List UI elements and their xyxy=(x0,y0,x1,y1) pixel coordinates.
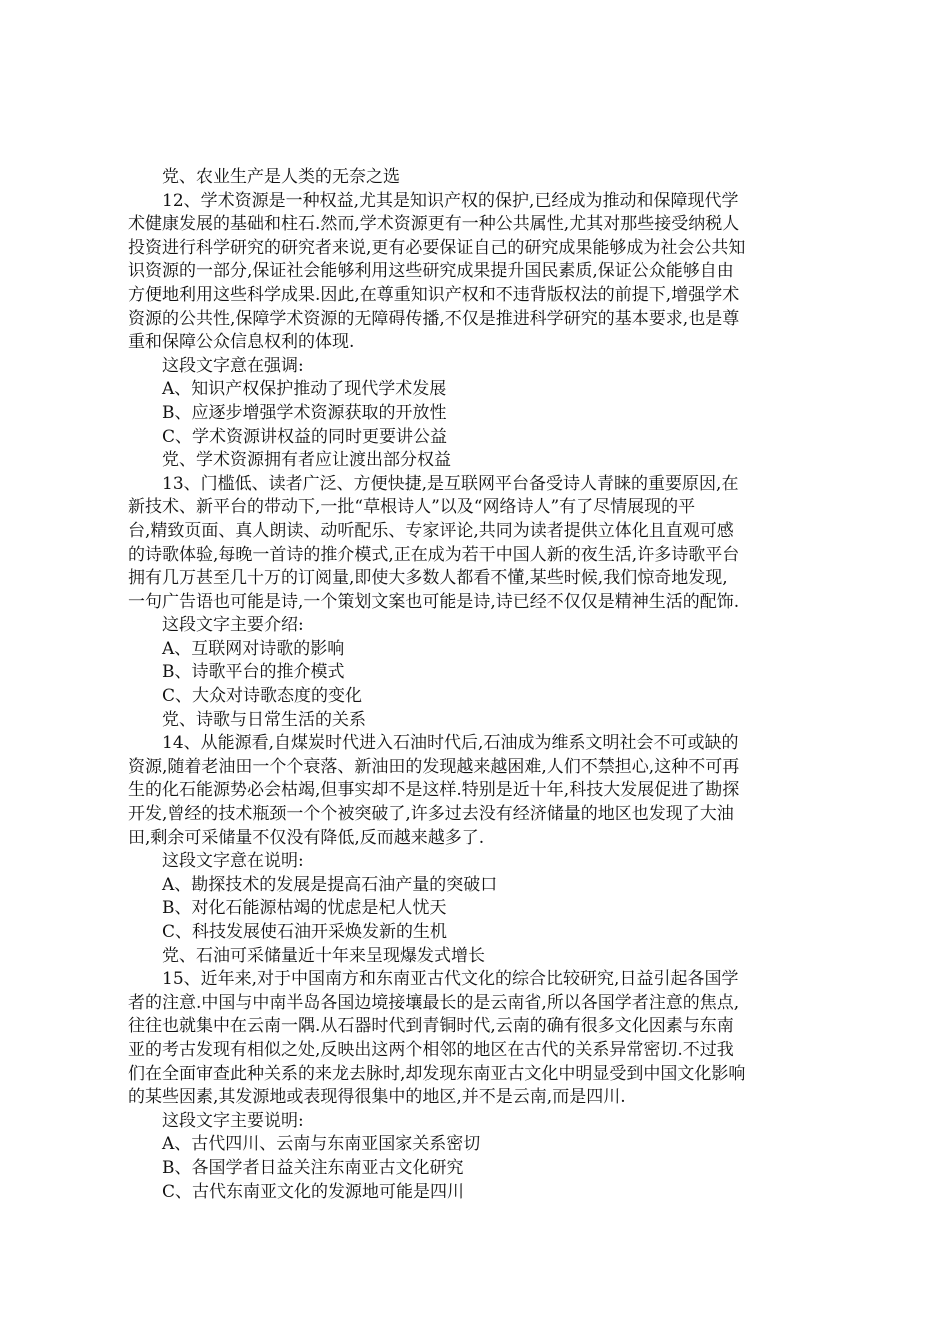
question-text-line: 重和保障公众信息权利的体现. xyxy=(128,332,355,353)
question-text-line: 15、近年来,对于中国南方和东南亚古代文化的综合比较研究,日益引起各国学 xyxy=(162,969,739,990)
question-text-line: 方便地利用这些科学成果.因此,在尊重知识产权和不违背版权法的前提下,增强学术 xyxy=(128,284,740,305)
question-13 xyxy=(128,473,834,733)
option-a: A、勘探技术的发展是提高石油产量的突破口 xyxy=(162,874,498,895)
question-text-line: 投资进行科学研究的研究者来说,更有必要保证自己的研究成果能够成为社会公共知 xyxy=(128,237,746,258)
question-text-line: 资源的公共性,保障学术资源的无障碍传播,不仅是推进科学研究的基本要求,也是尊 xyxy=(128,308,740,329)
question-text-line: 12、学术资源是一种权益,尤其是知识产权的保护,已经成为推动和保障现代学 xyxy=(162,190,739,211)
question-text-line: 的某些因素,其发源地或表现得很集中的地区,并不是云南,而是四川. xyxy=(128,1087,626,1108)
option-c: C、科技发展使石油开采焕发新的生机 xyxy=(162,922,448,942)
question-text-line: 开发,曾经的技术瓶颈一个个被突破了,许多过去没有经济储量的地区也发现了大油 xyxy=(128,804,734,825)
option-a: A、互联网对诗歌的影响 xyxy=(162,638,345,659)
question-text-line: 田,剩余可采储量不仅没有降低,反而越来越多了. xyxy=(128,827,485,848)
question-text-line: 往往也就集中在云南一隅.从石器时代到青铜时代,云南的确有很多文化因素与东南 xyxy=(128,1016,734,1037)
question-prompt: 这段文字主要介绍: xyxy=(162,615,304,636)
leading-option: 党、农业生产是人类的无奈之选 xyxy=(162,167,400,187)
option-c: C、古代东南亚文化的发源地可能是四川 xyxy=(162,1181,465,1202)
option-b: B、诗歌平台的推介模式 xyxy=(162,662,345,683)
question-14 xyxy=(128,732,834,968)
question-text-line: 资源,随着老油田一个个衰落、新油田的发现越来越困难,人们不禁担心,这种不可再 xyxy=(128,756,740,777)
question-text-line: 新技术、新平台的带动下,一批“草根诗人”以及“网络诗人”有了尽情展现的平 xyxy=(128,497,696,518)
question-text-line: 们在全面审查此种关系的来龙去脉时,却发现东南亚古文化中明显受到中国文化影响 xyxy=(128,1063,746,1084)
question-text-line: 生的化石能源势必会枯竭,但事实却不是这样.特别是近十年,科技大发展促进了勘探 xyxy=(128,780,740,801)
option-b: B、各国学者日益关注东南亚古文化研究 xyxy=(162,1157,464,1178)
question-text-line: 术健康发展的基础和柱石.然而,学术资源更有一种公共属性,尤其对那些接受纳税人 xyxy=(128,214,740,235)
question-text-line: 一句广告语也可能是诗,一个策划文案也可能是诗,诗已经不仅仅是精神生活的配饰. xyxy=(128,591,740,612)
option-b: B、应逐步增强学术资源获取的开放性 xyxy=(162,402,447,423)
option-c: C、学术资源讲权益的同时更要讲公益 xyxy=(162,426,448,447)
question-text-line: 的诗歌体验,每晚一首诗的推介模式,正在成为若干中国人新的夜生活,许多诗歌平台 xyxy=(128,544,740,565)
option-d: 党、诗歌与日常生活的关系 xyxy=(162,709,366,730)
option-c: C、大众对诗歌态度的变化 xyxy=(162,686,363,707)
question-text-line: 台,精致页面、真人朗读、动听配乐、专家评论,共同为读者提供立体化且直观可感 xyxy=(128,520,734,541)
question-15 xyxy=(128,968,834,1204)
document-body xyxy=(128,166,834,1204)
option-d: 党、学术资源拥有者应让渡出部分权益 xyxy=(162,450,451,471)
question-prompt: 这段文字意在说明: xyxy=(162,851,304,872)
option-a: A、古代四川、云南与东南亚国家关系密切 xyxy=(162,1134,481,1155)
option-a: A、知识产权保护推动了现代学术发展 xyxy=(162,379,447,400)
option-b: B、对化石能源枯竭的忧虑是杞人忧天 xyxy=(162,898,447,919)
question-prompt: 这段文字意在强调: xyxy=(162,355,304,376)
question-text-line: 识资源的一部分,保证社会能够利用这些研究成果提升国民素质,保证公众能够自由 xyxy=(128,261,734,282)
question-text-line: 14、从能源看,自煤炭时代进入石油时代后,石油成为维系文明社会不可或缺的 xyxy=(162,733,739,754)
question-text-line: 亚的考古发现有相似之处,反映出这两个相邻的地区在古代的关系异常密切.不过我 xyxy=(128,1039,734,1060)
question-text-line: 拥有几万甚至几十万的订阅量,即使大多数人都看不懂,某些时候,我们惊奇地发现, xyxy=(128,568,728,589)
question-12 xyxy=(128,190,834,473)
option-d: 党、石油可采储量近十年来呈现爆发式增长 xyxy=(162,945,485,966)
question-text-line: 13、门槛低、读者广泛、方便快捷,是互联网平台备受诗人青睐的重要原因,在 xyxy=(162,473,739,494)
question-prompt: 这段文字主要说明: xyxy=(162,1110,304,1131)
question-text-line: 者的注意.中国与中南半岛各国边境接壤最长的是云南省,所以各国学者注意的焦点, xyxy=(128,992,740,1013)
